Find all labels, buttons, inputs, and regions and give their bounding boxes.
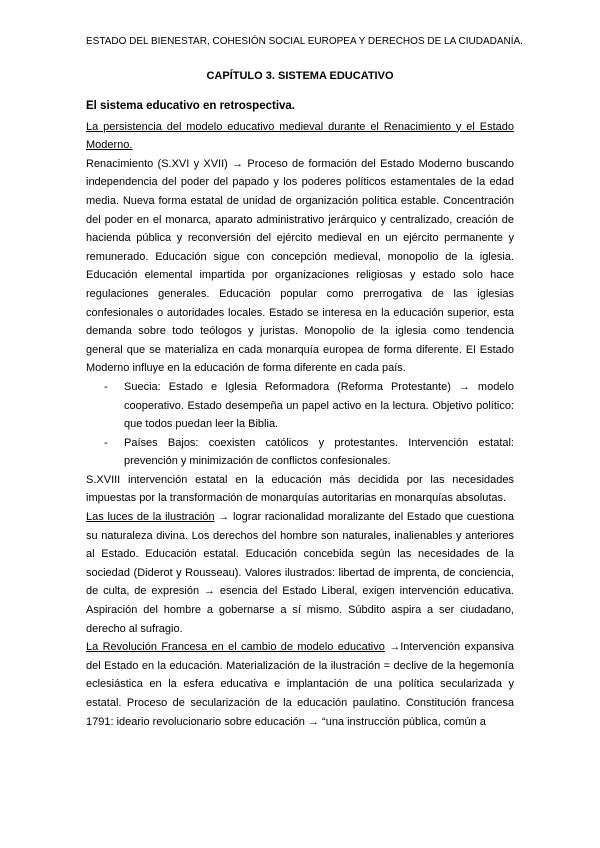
paragraph-ilustracion-text: → lograr racionalidad moralizante del Estado que cuestiona su naturaleza divina. Los derechos del hombre son naturales, inalienables y anteriores al Estado. Educación estatal. Educación concebida según las necesidades de la sociedad (Diderot y Rousseau). Valores ilustrados: libertad de imprenta, de conciencia, de culta, de expresión → esencia del Estado Liberal, exigen intervención educativa. Aspiración del hombre a gobernarse a sí mismo. Súbdito aspira a ser ciudadano, derecho al sufragio. [86, 511, 514, 635]
bullet-dash: - [104, 436, 108, 449]
subsection-heading-ilustracion: Las luces de la ilustración [86, 511, 215, 524]
paragraph-renacimiento: Renacimiento (S.XVI y XVII) → Proceso de formación del Estado Moderno buscando independencia del poder del papado y los poderes políticos estamentales de la edad media. Nueva forma estatal de unidad de organización política estable. Concentración del poder en el monarca, aparato administrativo jerárquico y centralizado, creación de hacienda pública y reconversión del ejército medieval en un ejército permanente y remunerado. Educación sigue con concepción medieval, monopolio de la iglesia. Educación elemental impartida por organizaciones religiosas y estado solo hace regulaciones generales. Educación popular como prerrogativa de las iglesias confesionales o autoridades locales. Estado se interesa en la educación superior, esta demanda sobre todo teólogos y juristas. Monopolio de la iglesia como tendencia general que se materializa en cada monarquía europea de forma diferente. El Estado Moderno influye en la educación de forma diferente en cada país. [86, 157, 514, 375]
list-item [106, 434, 514, 471]
subsection-heading-renacimiento: La persistencia del modelo educativo medieval durante el Renacimiento y el Estado Moderno. [86, 120, 514, 152]
list-item [106, 378, 514, 434]
section-heading: El sistema educativo en retrospectiva. [86, 100, 296, 112]
paragraph-revolucion [86, 638, 514, 731]
document-body [86, 97, 514, 731]
bullet-list [86, 378, 514, 471]
chapter-title: CAPÍTULO 3. SISTEMA EDUCATIVO [206, 70, 394, 82]
paragraph-ilustracion [86, 508, 514, 638]
subsection-heading-revolucion: La Revolución Francesa en el cambio de modelo educativo [86, 641, 385, 654]
list-item-text: Países Bajos: coexisten católicos y protestantes. Intervención estatal: prevención y minimización de conflictos confesionales. [124, 436, 514, 468]
paragraph-revolucion-text: →Intervención expansiva del Estado en la educación. Materialización de la ilustración = declive de la hegemonía eclesiástica en la esfera educativa e implantación de una política secularizada y estatal. Proceso de secularización de la educación paulatino. Constitución francesa 1791: ideario revolucionario sobre educación → “una instrucción pública, común a [86, 641, 514, 728]
running-header: ESTADO DEL BIENESTAR, COHESIÓN SOCIAL EUROPEA Y DERECHOS DE LA CIUDADANÍA. [86, 36, 523, 47]
paragraph-sxviii: S.XVIII intervención estatal en la educación más decidida por las necesidades impuestas por la transformación de monarquías autoritarias en monarquías absolutas. [86, 473, 514, 505]
bullet-dash: - [104, 380, 108, 393]
list-item-text: Suecia: Estado e Iglesia Reformadora (Reforma Protestante) → modelo cooperativo. Estado desempeña un papel activo en la lectura. Objetivo político: que todos puedan leer la Biblia. [124, 380, 514, 431]
